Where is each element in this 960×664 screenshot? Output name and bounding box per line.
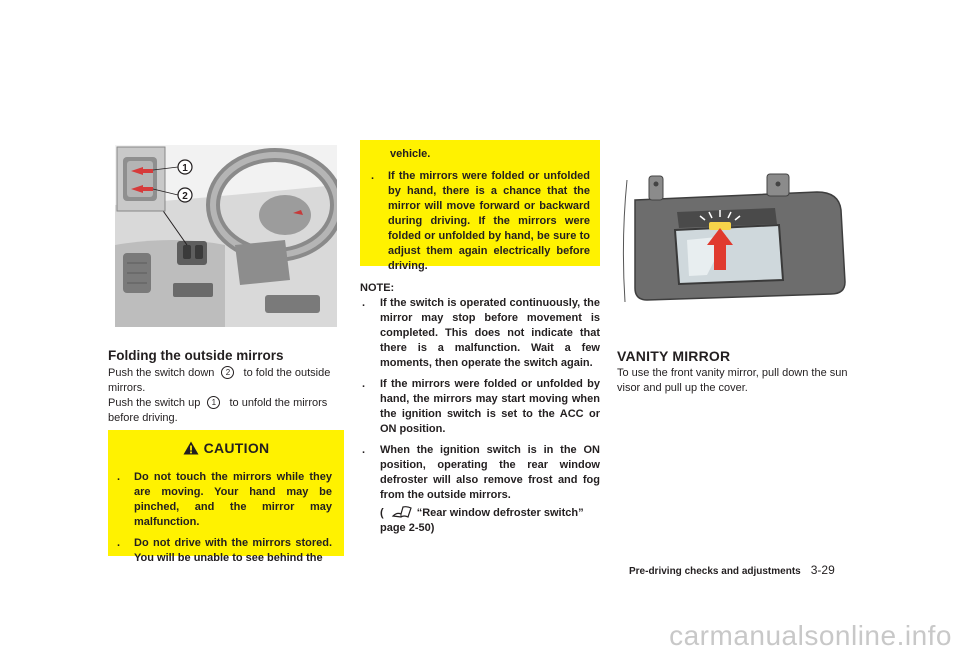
caution-box xyxy=(108,430,344,564)
caution-item-3: . If the mirrors were folded or unfolded by hand, there is a chance that the mirror will move forward or backward during driving. If the mirrors were folded or unfolded by hand, be sure to adjust them again electrically before driving. xyxy=(371,170,590,272)
para1-before: Push the switch down xyxy=(108,367,215,379)
dashboard-illustration xyxy=(115,145,337,327)
watermark: carmanualsonline.info xyxy=(669,620,952,651)
para2-after: to unfold the mirrors before driving. xyxy=(108,397,328,424)
page-footer xyxy=(629,561,869,579)
caution-item-2: . Do not drive with the mirrors stored. You will be unable to see behind the xyxy=(117,537,332,564)
caution-list xyxy=(112,470,332,566)
caution-list-continued xyxy=(366,169,590,280)
note-item-3: . When the ignition switch is in the ON position, operating the rear window defroster will also remove frost and fog from the outside mirrors. xyxy=(362,444,600,501)
callout-1-label: 1 xyxy=(182,163,188,174)
warning-triangle-icon xyxy=(183,441,199,455)
vanity-mirror-illustration xyxy=(617,170,847,305)
reference-book-icon xyxy=(391,505,413,519)
note-item-2: . If the mirrors were folded or unfolded by hand, the mirrors may start moving when the ignition switch is set to the ACC or ON position. xyxy=(362,378,600,435)
callout-2-label: 2 xyxy=(182,191,188,202)
caution-box-continued xyxy=(360,140,600,272)
callout-1-ref: 1 xyxy=(207,396,220,409)
figure-mirror-switch xyxy=(115,145,337,327)
section-title-vanity: VANITY MIRROR xyxy=(617,348,731,364)
note-list xyxy=(360,296,600,509)
section-title-folding: Folding the outside mirrors xyxy=(108,348,284,363)
para1-after: to fold the outside mirrors. xyxy=(108,367,331,394)
footer-page-number: 3-29 xyxy=(810,563,835,577)
vanity-paragraph: To use the front vanity mirror, pull down the sun visor and pull up the cover. xyxy=(617,367,848,394)
caution-header xyxy=(108,430,344,456)
caution-item-1: . Do not touch the mirrors while they are moving. Your hand may be pinched, and the mirror may malfunction. xyxy=(117,471,332,528)
note-label: NOTE: xyxy=(360,282,395,294)
caution-continued-text: vehicle. xyxy=(390,148,431,160)
figure-vanity-mirror xyxy=(617,170,847,305)
folding-paragraph-1 xyxy=(108,366,344,396)
reference-link[interactable]: ( “Rear window defroster switch” page 2-50) xyxy=(380,507,584,534)
caution-title: CAUTION xyxy=(203,440,270,456)
folding-paragraph-2 xyxy=(108,396,344,426)
footer-chapter-title: Pre-driving checks and adjustments xyxy=(629,566,801,577)
note-item-1: . If the switch is operated continuously, the mirror may stop before movement is completed. This does not indicate that there is a malfunction. Wait a few moments, then operate the switch again. xyxy=(362,297,600,369)
para2-before: Push the switch up xyxy=(108,397,201,409)
callout-2-ref: 2 xyxy=(221,366,234,379)
